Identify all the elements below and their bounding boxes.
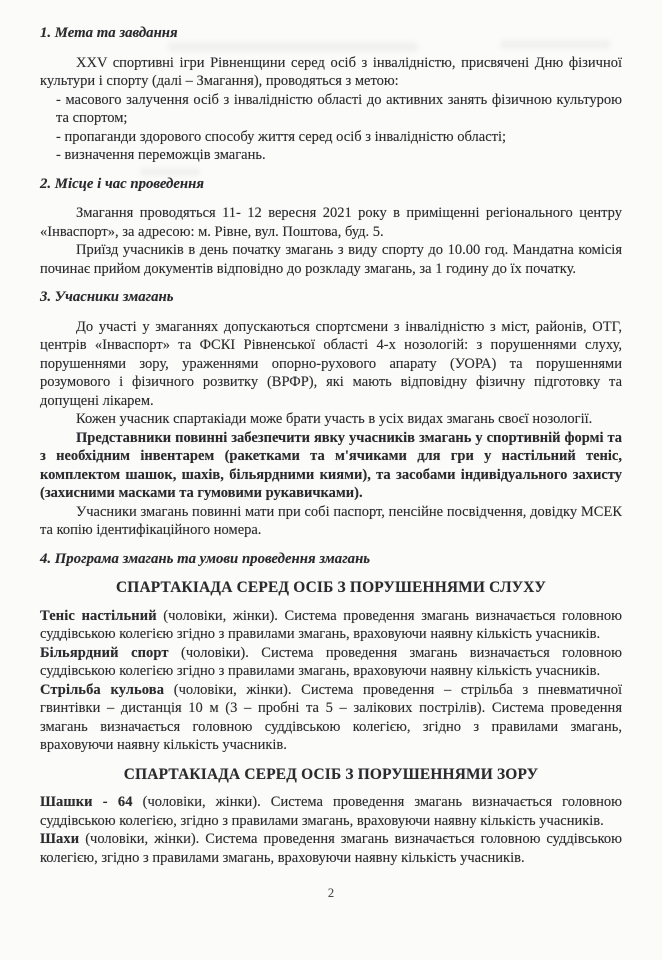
eligibility-paragraph: До участі у змаганнях допускаються спортсмени з інвалідністю з міст, районів, ОТГ, центрів «Інваспорт» та ФСКІ Рівненської області 4-х нозологій: з порушеннями слуху, порушеннями зору, ураженнями опорно-рухового апарату (УОРА) та порушеннями розумового і фізичного розвитку (ВРФР), які мають відповідну фізичну підготовку та допущені лікарем.: [40, 318, 622, 409]
section-2-heading: 2. Місце і час проведення: [40, 175, 204, 192]
section-1-heading: 1. Мета та завдання: [40, 25, 178, 41]
section-1-intro-paragraph: XXV спортивні ігри Рівненщини серед осіб з інвалідністю, присвячені Дню фізичної культури і спорту (далі – Змагання), проводяться з метою:: [40, 54, 622, 89]
section-3-heading: 3. Учасники змагань: [40, 289, 174, 305]
event-shooting-text: (чоловіки, жінки). Система проведення – стрільба з пневматичної гвинтівки – дистанція 10 м (3 – пробні та 5 – залікових пострілів). Система проведення змагань визначається головною суддівською колегією, згідно з правилами змагань, враховуючи наявну кількість учасників.: [40, 681, 622, 753]
venue-date-paragraph: Змагання проводяться 11- 12 вересня 2021 року в приміщенні регіонального центру «Інваспорт», за адресою: м. Рівне, вул. Поштова, буд. 5.: [40, 205, 622, 240]
subheading-hearing-impaired: СПАРТАКІАДА СЕРЕД ОСІБ З ПОРУШЕННЯМИ СЛУХУ: [115, 579, 547, 596]
page-number: 2: [327, 886, 335, 900]
arrival-mandate-paragraph: Приїзд учасників в день початку змагань з виду спорту до 10.00 год. Мандатна комісія починає прийом документів відповідно до розкладу змагань, за 1 годину до їх початку.: [40, 242, 622, 277]
event-chess-paragraph: [40, 830, 622, 867]
event-shooting-paragraph: [40, 681, 622, 755]
participation-paragraph: Кожен учасник спартакіади може брати участь в усіх видах змагань своєї нозології.: [76, 411, 593, 427]
goal-bullet-mass-involvement: - масового залучення осіб з інвалідністю області до активних занять фізичною культурою та спортом;: [56, 91, 622, 126]
event-billiards-paragraph: [40, 644, 622, 681]
event-billiards-name: Більярдний спорт: [40, 644, 169, 661]
event-checkers-text: (чоловіки, жінки). Система проведення змагань визначається головною суддівською колегією, згідно з правилами змагань, враховуючи наявну кількість учасників.: [40, 794, 622, 829]
event-table-tennis-name: Теніс настільний: [40, 607, 157, 624]
section-4-heading: 4. Програма змагань та умови проведення змагань: [40, 550, 371, 567]
event-billiards-text: (чоловіки). Система проведення змагань визначається головною суддівською колегією згідно з правилами змагань, враховуючи наявну кількість учасників.: [40, 644, 622, 679]
event-checkers-paragraph: [40, 793, 622, 830]
goal-bullet-healthy-lifestyle: - пропаганди здорового способу життя серед осіб з інвалідністю області;: [56, 128, 507, 145]
required-documents-paragraph: Учасники змагань повинні мати при собі паспорт, пенсійне посвідчення, довідку МСЕК та копію ідентифікаційного номера.: [40, 503, 622, 538]
event-table-tennis-text: (чоловіки, жінки). Система проведення змагань визначається головною суддівською колегією згідно з правилами змагань, враховуючи наявну кількість учасників.: [40, 607, 622, 642]
event-table-tennis-paragraph: [40, 607, 622, 644]
event-chess-text: (чоловіки, жінки). Система проведення змагань визначається головною суддівською колегією, згідно з правилами змагань, враховуючи наявну кількість учасників.: [40, 831, 622, 866]
goal-bullet-determine-winners: - визначення переможців змагань.: [56, 147, 266, 163]
event-chess-name: Шахи: [40, 831, 80, 847]
event-shooting-name: Стрільба кульова: [40, 681, 165, 698]
equipment-requirements-paragraph: Представники повинні забезпечити явку учасників змагань у спортивній формі та з необхідним інвентарем (ракетками та м'ячиками для гри у настільний теніс, комплектом шашок, шахів, більярдними киями), та засобами індивідуального захисту (захисними масками та гумовими рукавичками).: [40, 429, 622, 501]
event-checkers-name: Шашки - 64: [40, 794, 133, 810]
subheading-vision-impaired: СПАРТАКІАДА СЕРЕД ОСІБ З ПОРУШЕННЯМИ ЗОРУ: [123, 765, 539, 783]
